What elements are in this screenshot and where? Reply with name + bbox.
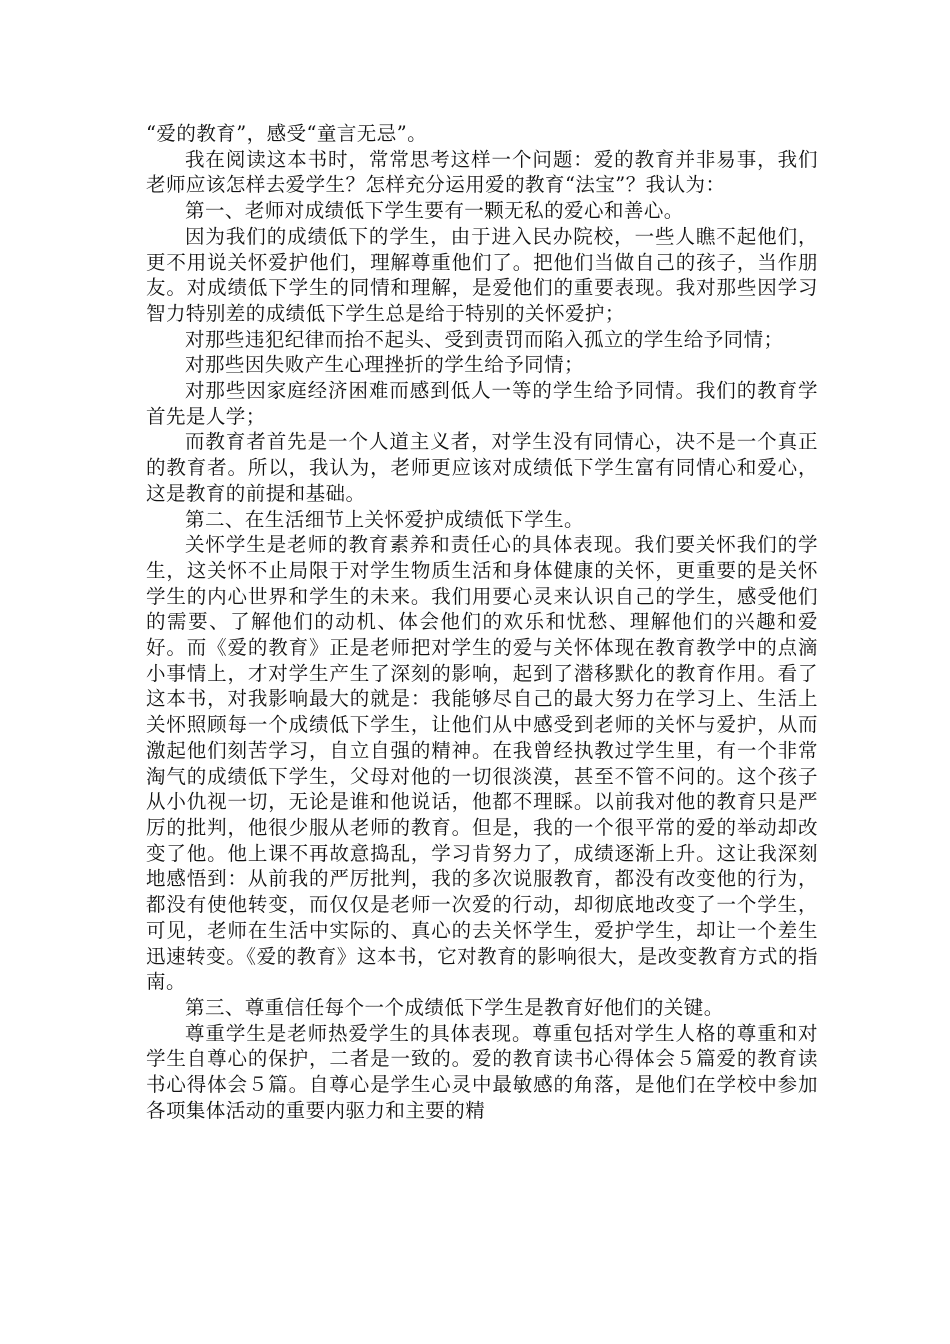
paragraph: 对那些违犯纪律而抬不起头、受到责罚而陷入孤立的学生给予同情； (185, 327, 784, 351)
paragraph: 关怀学生是老师的教育素养和责任心的具体表现。我们要关怀我们的学生，这关怀不止局限于对学生物质生活和身体健康的关怀，更重要的是关怀学生的内心世界和学生的未来。我们用要心灵来认识自己的学生，感受他们的需要、了解他们的动机、体会他们的欢乐和忧愁、理解他们的兴趣和爱好。而《爱的教育》正是老师把对学生的爱与关怀体现在教育教学中的点滴小事情上，才对学生产生了深刻的影响，起到了潜移默化的教育作用。看了这本书，对我影响最大的就是：我能够尽自己的最大努力在学习上、生活上关怀照顾每一个成绩低下学生，让他们从中感受到老师的关怀与爱护，从而激起他们刻苦学习，自立自强的精神。在我曾经执教过学生里，有一个非常淘气的成绩低下学生，父母对他的一切很淡漠，甚至不管不问的。这个孩子从小仇视一切，无论是谁和他说话，他都不理睬。以前我对他的教育只是严厉的批判，他很少服从老师的教育。但是，我的一个很平常的爱的举动却改变了他。他上课不再故意捣乱，学习肯努力了，成绩逐渐上升。这让我深刻地感悟到：从前我的严厉批判，我的多次说服教育，都没有改变他的行为，都没有使他转变，而仅仅是老师一次爱的行动，却彻底地改变了一个学生，可见，老师在生活中实际的、真心的去关怀学生，爱护学生，却让一个差生迅速转变。《爱的教育》这本书，它对教育的影响很大，是改变教育方式的指南。 (146, 533, 818, 994)
paragraph: 因为我们的成绩低下的学生，由于进入民办院校，一些人瞧不起他们，更不用说关怀爱护他们，理解尊重他们了。把他们当做自己的孩子，当作朋友。对成绩低下学生的同情和理解，是爱他们的重要表现。我对那些因学习智力特别差的成绩低下学生总是给于特别的关怀爱护； (146, 224, 818, 325)
section-heading-first: 第一、老师对成绩低下学生要有一颗无私的爱心和善心。 (185, 199, 684, 223)
paragraph-quote-line: “爱的教育”，感受“童言无忌”。 (146, 122, 428, 145)
document-body (146, 121, 818, 1123)
paragraph: 对那些因家庭经济困难而感到低人一等的学生给予同情。我们的教育学首先是人学； (146, 379, 818, 428)
paragraph-question: 我在阅读这本书时，常常思考这样一个问题：爱的教育并非易事，我们老师应该怎样去爱学生？怎样充分运用爱的教育“法宝”？我认为： (146, 147, 818, 197)
paragraph: 对那些因失败产生心理挫折的学生给予同情； (185, 353, 585, 377)
section-heading-second: 第二、在生活细节上关怀爱护成绩低下学生。 (185, 507, 585, 531)
section-heading-third: 第三、尊重信任每个一个成绩低下学生是教育好他们的关键。 (185, 995, 724, 1019)
paragraph: 而教育者首先是一个人道主义者，对学生没有同情心，决不是一个真正的教育者。所以，我认为，老师更应该对成绩低下学生富有同情心和爱心，这是教育的前提和基础。 (146, 430, 818, 505)
paragraph: 尊重学生是老师热爱学生的具体表现。尊重包括对学生人格的尊重和对学生自尊心的保护，二者是一致的。爱的教育读书心得体会５篇爱的教育读书心得体会５篇。自尊心是学生心灵中最敏感的角落，是他们在学校中参加各项集体活动的重要内驱力和主要的精 (146, 1021, 818, 1122)
